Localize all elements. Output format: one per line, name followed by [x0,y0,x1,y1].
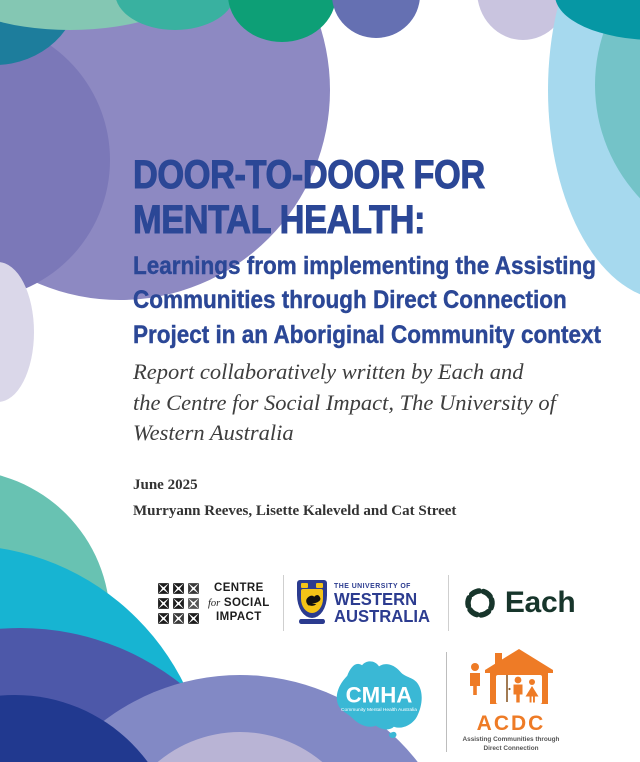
acdc-wordmark: ACDC [476,712,546,735]
logo-divider-1 [283,575,284,631]
csi-line-1: CENTRE [214,581,264,594]
project-logos-row [326,646,561,753]
authors-line: Murryann Reeves, Lisette Kaleveld and Cat Street [133,503,457,519]
uwa-swan-icon [301,589,323,611]
csi-wordmark [208,581,270,626]
uwa-book-icon [316,583,323,588]
cmha-tagline: Community Mental Health Australia [341,707,417,713]
uwa-banner [299,619,325,624]
subtitle-line-2: Communities through Direct Connection [133,286,567,315]
acdc-tagline-line-2: Direct Connection [483,744,539,752]
acdc-tagline-line-1: Assisting Communities through [462,736,560,743]
cmha-australia-map-icon [326,646,432,746]
title-line-2: MENTAL HEALTH: [133,197,426,242]
uwa-logo [297,580,435,626]
csi-for-word: for [208,597,221,609]
publication-date: June 2025 [133,477,198,493]
uwa-book-icon [301,583,308,588]
report-subtitle [133,249,601,352]
uwa-wordmark [334,581,430,624]
each-wordmark: Each [504,586,576,619]
collaboration-byline [133,357,556,449]
csi-line-2 [208,596,270,611]
logo-divider-2 [448,575,449,631]
cmha-wordmark: CMHA [345,682,413,708]
byline-line-1: Report collaboratively written by Each and [133,359,524,384]
uwa-shield-icon [297,580,327,626]
uwa-line-3: AUSTRALIA [333,606,430,626]
csi-line-3: IMPACT [216,611,262,624]
partner-logos-row [157,570,575,636]
csi-pinwheel-grid-icon [157,582,200,625]
acdc-logo [461,646,561,753]
subtitle-line-1: Learnings from implementing the Assisting [133,252,596,280]
report-title [133,153,485,243]
uwa-line-2: WESTERN [333,589,417,610]
logo-divider-3 [446,652,447,752]
acdc-house-icon [465,646,557,706]
byline-line-2: the Centre for Social Impact, The University of [133,389,556,415]
csi-logo [157,581,270,626]
each-ring-icon [462,585,498,621]
subtitle-line-3: Project in an Aboriginal Community context [133,320,601,349]
csi-social-word: SOCIAL [223,596,270,609]
cmha-logo [326,646,432,751]
uwa-line-1: THE UNIVERSITY OF [333,581,411,591]
title-line-1: DOOR-TO-DOOR FOR [133,153,485,197]
byline-line-3: Western Australia [133,420,294,446]
each-logo [462,585,576,621]
